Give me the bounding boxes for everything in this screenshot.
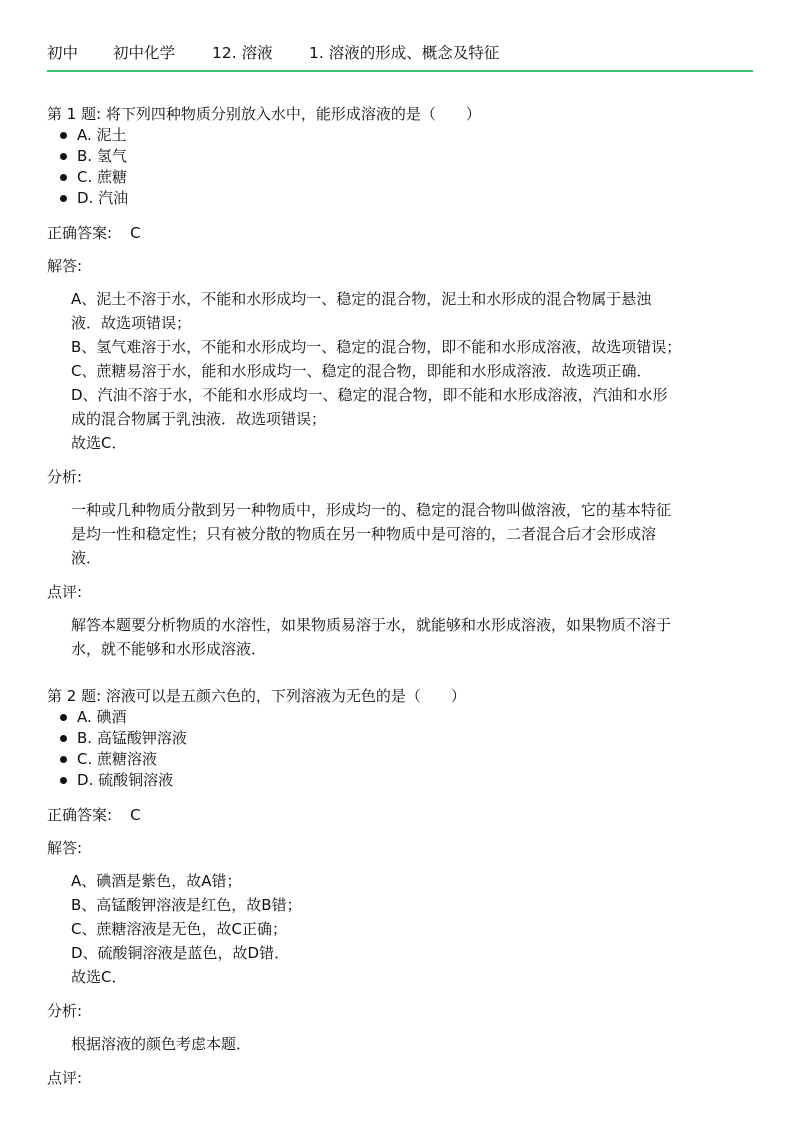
breadcrumb-section: 1. 溶液的形成、概念及特征 bbox=[309, 44, 500, 62]
bullet-icon bbox=[60, 174, 67, 181]
solution-line: 故选C． bbox=[71, 434, 127, 452]
solution-line: D、汽油不溶于水，不能和水形成均一、稳定的混合物，即不能和水形成溶液，汽油和水形 bbox=[71, 386, 668, 404]
option-text: A. 泥土 bbox=[77, 126, 127, 144]
option-d bbox=[47, 188, 753, 209]
bullet-icon bbox=[60, 132, 67, 139]
correct-answer-label: 正确答案: bbox=[47, 224, 113, 242]
analysis-label: 分析: bbox=[47, 1002, 83, 1020]
option-b bbox=[47, 728, 753, 749]
option-text: D. 汽油 bbox=[77, 189, 129, 207]
breadcrumb-chapter: 12. 溶液 bbox=[212, 44, 273, 62]
comment-line: 水，就不能够和水形成溶液． bbox=[71, 640, 267, 658]
option-text: D. 硫酸铜溶液 bbox=[77, 771, 174, 789]
bullet-icon bbox=[60, 777, 67, 784]
analysis-block bbox=[47, 498, 753, 570]
option-text: C. 蔗糖溶液 bbox=[77, 750, 158, 768]
option-c bbox=[47, 167, 753, 188]
correct-answer-value: C bbox=[130, 224, 141, 242]
comment-label: 点评: bbox=[47, 1069, 83, 1087]
solution-label: 解答: bbox=[47, 257, 83, 275]
option-text: B. 高锰酸钾溶液 bbox=[77, 729, 187, 747]
analysis-block bbox=[47, 1032, 753, 1056]
solution-line: B、氢气难溶于水，不能和水形成均一、稳定的混合物，即不能和水形成溶液，故选项错误； bbox=[71, 338, 682, 356]
solution-label: 解答: bbox=[47, 839, 83, 857]
correct-answer-value: C bbox=[130, 806, 141, 824]
solution-line: A、泥土不溶于水，不能和水形成均一、稳定的混合物，泥土和水形成的混合物属于悬浊 bbox=[71, 290, 652, 308]
analysis-line: 一种或几种物质分散到另一种物质中，形成均一的、稳定的混合物叫做溶液，它的基本特征 bbox=[71, 501, 672, 519]
solution-line: C、蔗糖溶液是无色，故C正确； bbox=[71, 920, 287, 938]
correct-answer-label: 正确答案: bbox=[47, 806, 113, 824]
correct-answer bbox=[47, 804, 753, 826]
header-divider bbox=[47, 70, 753, 72]
correct-answer bbox=[47, 222, 753, 244]
bullet-icon bbox=[60, 714, 67, 721]
analysis-line: 是均一性和稳定性；只有被分散的物质在另一种物质中是可溶的，二者混合后才会形成溶 bbox=[71, 525, 657, 543]
option-list bbox=[47, 125, 753, 209]
option-d bbox=[47, 770, 753, 791]
analysis-label: 分析: bbox=[47, 468, 83, 486]
option-b bbox=[47, 146, 753, 167]
option-text: A. 碘酒 bbox=[77, 708, 127, 726]
solution-line: C、蔗糖易溶于水，能和水形成均一、稳定的混合物，即能和水形成溶液．故选项正确． bbox=[71, 362, 652, 380]
breadcrumb bbox=[47, 41, 753, 63]
option-text: C. 蔗糖 bbox=[77, 168, 128, 186]
question-1 bbox=[47, 103, 753, 661]
analysis-line: 液． bbox=[71, 549, 102, 567]
comment-label: 点评: bbox=[47, 583, 83, 601]
question-stem: 第 1 题: 将下列四种物质分别放入水中，能形成溶液的是（ ） bbox=[47, 105, 481, 123]
solution-line: 液．故选项错误； bbox=[71, 314, 192, 332]
option-c bbox=[47, 749, 753, 770]
bullet-icon bbox=[60, 195, 67, 202]
bullet-icon bbox=[60, 153, 67, 160]
breadcrumb-level: 初中 bbox=[47, 44, 79, 62]
breadcrumb-subject: 初中化学 bbox=[113, 44, 176, 62]
option-list bbox=[47, 707, 753, 791]
bullet-icon bbox=[60, 735, 67, 742]
solution-line: B、高锰酸钾溶液是红色，故B错； bbox=[71, 896, 302, 914]
solution-line: D、硫酸铜溶液是蓝色，故D错． bbox=[71, 944, 290, 962]
analysis-line: 根据溶液的颜色考虑本题． bbox=[71, 1035, 252, 1053]
solution-line: 故选C． bbox=[71, 968, 127, 986]
solution-line: A、碘酒是紫色，故A错； bbox=[71, 872, 242, 890]
option-text: B. 氢气 bbox=[77, 147, 127, 165]
comment-block bbox=[47, 613, 753, 661]
bullet-icon bbox=[60, 756, 67, 763]
comment-line: 解答本题要分析物质的水溶性，如果物质易溶于水，就能够和水形成溶液，如果物质不溶于 bbox=[71, 616, 672, 634]
solution-line: 成的混合物属于乳浊液．故选项错误； bbox=[71, 410, 327, 428]
question-2 bbox=[47, 685, 753, 1089]
option-a bbox=[47, 707, 753, 728]
solution-block bbox=[47, 869, 753, 989]
solution-block bbox=[47, 287, 753, 455]
question-stem: 第 2 题: 溶液可以是五颜六色的，下列溶液为无色的是（ ） bbox=[47, 687, 466, 705]
option-a bbox=[47, 125, 753, 146]
